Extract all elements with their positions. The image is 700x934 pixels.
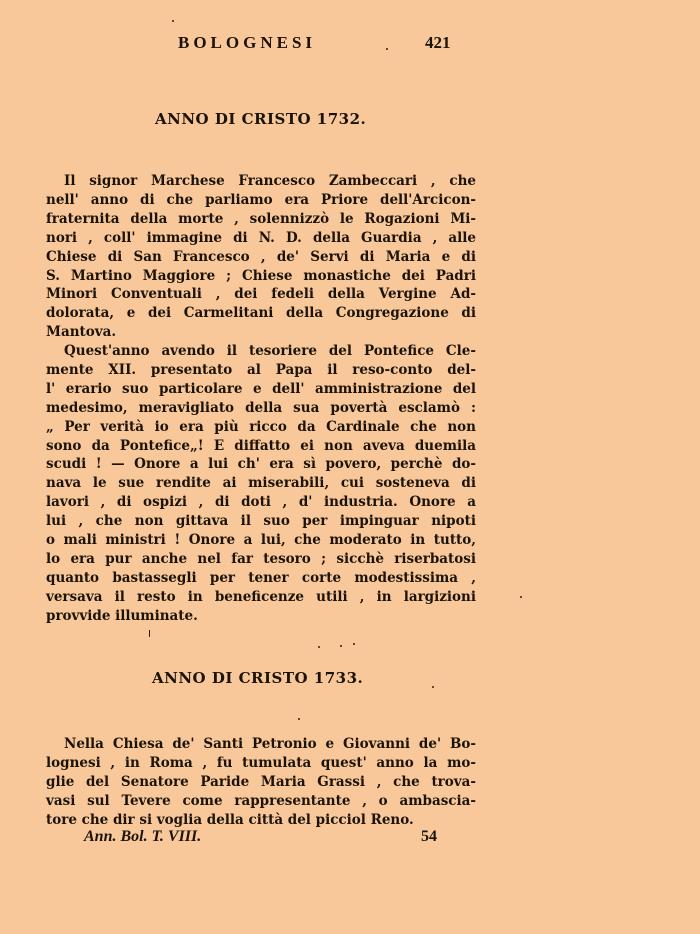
text-line: lognesi , in Roma , fu tumulata quest' anno la mo- — [46, 754, 476, 771]
paragraph-clemente-xii — [46, 342, 476, 626]
text-line: vasi sul Tevere come rappresentante , o ambascia- — [46, 792, 476, 809]
text-line: fraternita della morte , solennizzò le Rogazioni Mi- — [46, 210, 476, 227]
scan-speck — [520, 596, 522, 598]
running-title: BOLOGNESI — [178, 33, 317, 52]
scan-speck — [386, 48, 388, 50]
running-head — [0, 33, 700, 57]
signature-number: 54 — [421, 828, 437, 845]
paragraph-zambeccari — [46, 172, 476, 342]
text-line: nori , coll' immagine di N. D. della Guardia , alle — [46, 229, 476, 246]
text-line: Quest'anno avendo il tesoriere del Pontefice Cle- — [64, 343, 476, 359]
scan-speck — [298, 718, 300, 720]
text-line: lavori , di ospizi , di doti , d' industria. Onore a — [46, 494, 476, 511]
scan-speck — [149, 630, 150, 637]
text-line: tore che dir si voglia della città del picciol Reno. — [46, 811, 414, 828]
page-number: 421 — [425, 33, 451, 52]
scan-speck — [340, 645, 342, 647]
text-line: nell' anno di che parliamo era Priore dell'Arcicon- — [46, 191, 476, 208]
text-line: versava il resto in beneficenze utili , in largizioni — [46, 588, 476, 605]
text-line: lui , che non gittava il suo per impinguar nipoti — [46, 513, 476, 530]
scan-speck — [318, 646, 320, 648]
text-line: o mali ministri ! Onore a lui, che moderato in tutto, — [46, 532, 476, 549]
scan-speck — [432, 686, 434, 688]
text-line: Minori Conventuali , dei fedeli della Vergine Ad- — [46, 286, 476, 303]
text-line: glie del Senatore Paride Maria Grassi , che trova- — [46, 773, 476, 790]
paragraph-grassi — [46, 735, 476, 830]
text-line: Il signor Marchese Francesco Zambeccari , che — [64, 173, 476, 189]
text-line: S. Martino Maggiore ; Chiese monastiche dei Padri — [46, 267, 476, 284]
text-line: dolorata, e dei Carmelitani della Congregazione di — [46, 305, 476, 322]
scan-speck — [353, 643, 355, 645]
text-line: Chiese di San Francesco , de' Servi di Maria e di — [46, 248, 476, 265]
text-line: „ Per verità io era più ricco da Cardinale che non — [46, 418, 476, 435]
text-line: l' erario suo particolare e dell' amministrazione del — [46, 380, 476, 397]
text-line: nava le sue rendite ai miserabili, cui sosteneva di — [46, 475, 476, 492]
text-line: medesimo, meravigliato della sua povertà esclamò : — [46, 399, 476, 416]
text-line: lo era pur anche nel far tesoro ; sicchè riserbatosi — [46, 550, 476, 567]
text-line: mente XII. presentato al Papa il reso-conto del- — [46, 361, 476, 378]
text-line: provvide illuminate. — [46, 607, 198, 624]
section-heading-text: ANNO DI CRISTO 1733. — [152, 669, 364, 687]
scan-speck — [172, 20, 174, 22]
text-line: scudi ! — Onore a lui ch' era sì povero, perchè do- — [46, 456, 476, 473]
section-heading-text: ANNO DI CRISTO 1732. — [155, 110, 367, 128]
text-line: Mantova. — [46, 324, 117, 341]
signature-mark: Ann. Bol. T. VIII. — [84, 828, 202, 845]
text-line: Nella Chiesa de' Santi Petronio e Giovanni de' Bo- — [64, 736, 476, 752]
text-line: quanto bastassegli per tener corte modestissima , — [46, 569, 476, 586]
text-line: sono da Pontefice„! E diffatto ei non aveva duemila — [46, 437, 476, 454]
